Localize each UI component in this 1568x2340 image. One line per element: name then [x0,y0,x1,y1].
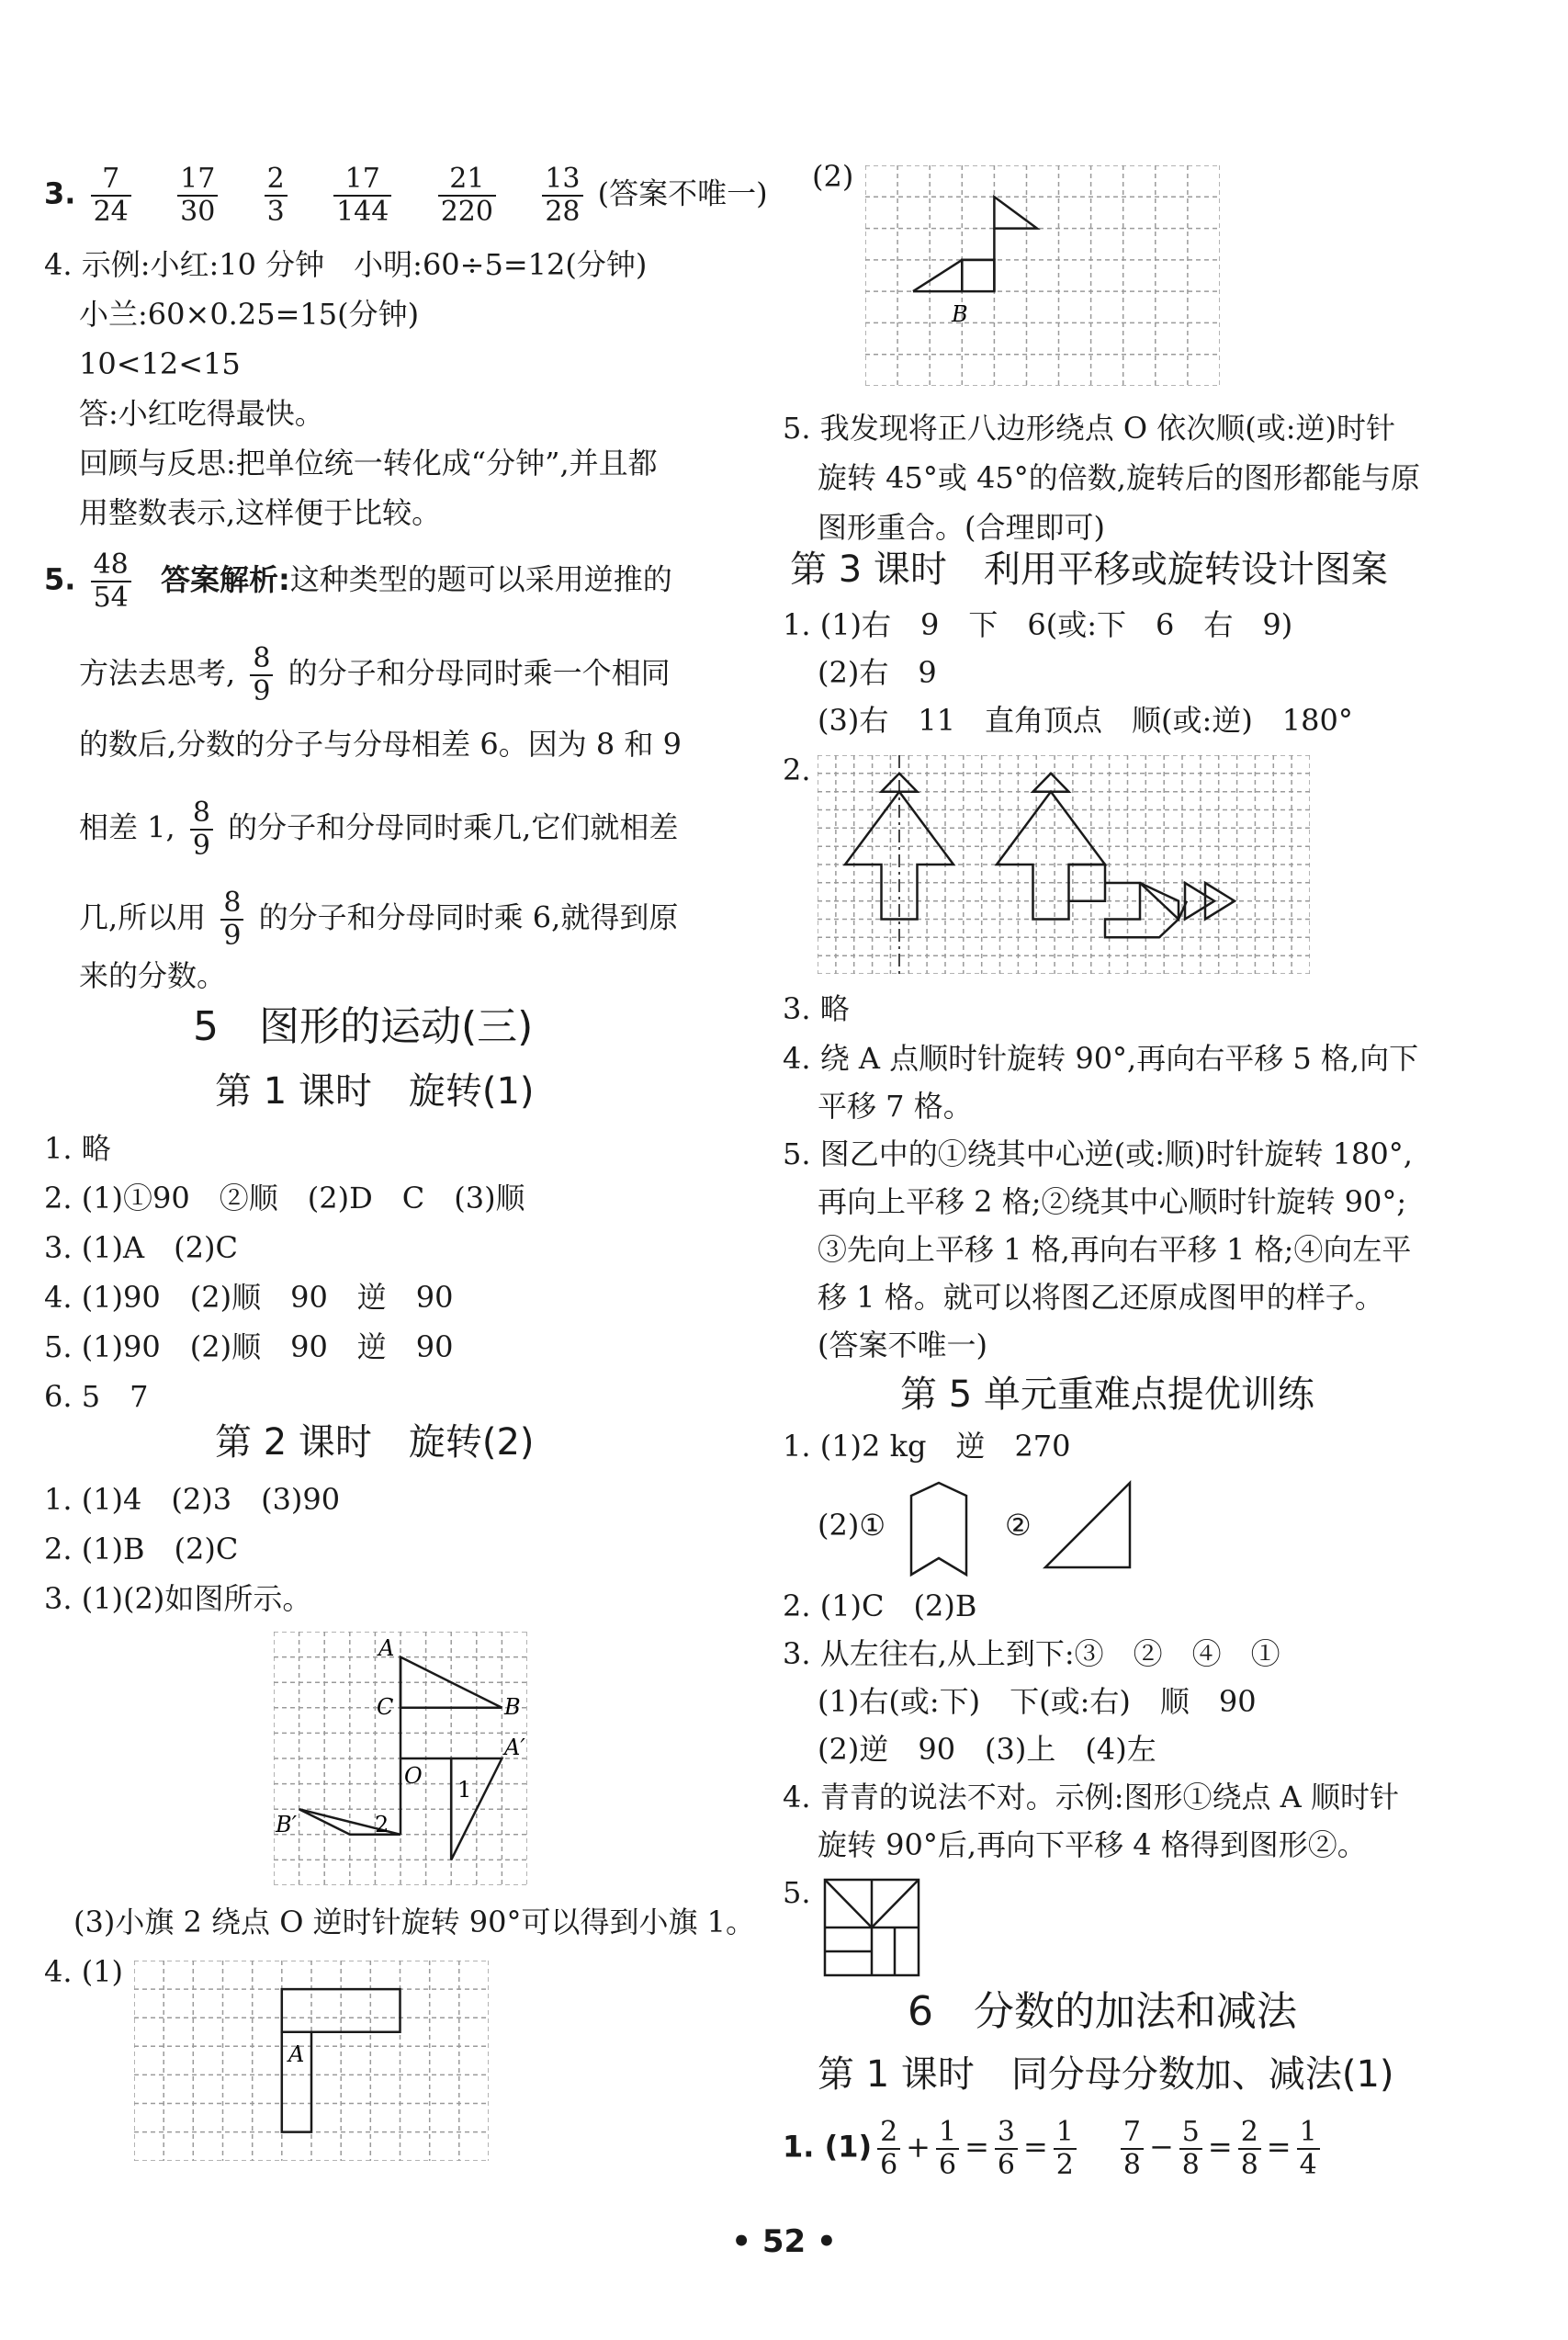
lesson-title: 第 1 课时 同分母分数加、减法(1) [818,2053,1394,2096]
answer-line: 4. (1)90 (2)顺 90 逆 90 [44,1280,454,1315]
answer-label: (2) [812,159,854,194]
answer-line: 2. [783,752,811,787]
lesson-title: 第 3 课时 利用平移或旋转设计图案 [790,548,1388,591]
fraction: $\frac{48}{54}$ [91,549,131,614]
analysis-text: 这种类型的题可以采用逆推的 [289,561,672,597]
analysis-line: 相差 1, $\frac{8}{9}$ 的分子和分母同时乘几,它们就相差 [79,797,679,862]
analysis-line: 方法去思考, $\frac{8}{9}$ 的分子和分母同时乘一个相同 [79,642,671,707]
answer-line: ③先向上平移 1 格,再向右平移 1 格;④向左平 [818,1232,1412,1267]
answer-line: 2. (1)①90 ②顺 (2)D C (3)顺 [44,1181,525,1215]
analysis-line: 的数后,分数的分子与分母相差 6。因为 8 和 9 [79,727,682,762]
fraction: $\frac{2}{3}$ [265,164,288,228]
answer-line: 移 1 格。就可以将图乙还原成图甲的样子。 [818,1280,1384,1315]
q4-line: 小兰:60×0.25=15(分钟) [79,297,420,332]
fraction: $\frac{7}{24}$ [91,164,131,228]
q4-line: 答:小红吃得最快。 [79,396,324,431]
rotation-flag-figure [274,1632,527,1885]
translation-figure-2 [865,165,1220,386]
answer-line: (2)① [818,1508,886,1543]
label-O: O [404,1763,423,1789]
lesson-title: 第 2 课时 旋转(2) [215,1421,535,1464]
answer-line: 6. 5 7 [44,1379,149,1414]
answer-line: 1. 略 [44,1131,111,1166]
label-B: B [952,301,968,327]
unit-title: 6 分数的加法和减法 [908,1988,1297,2035]
analysis-line: 来的分数。 [79,958,227,993]
fraction-equation-line: 1. (1) $\frac{2}{6}$ + $\frac{1}{6}$ = $\frac{3}{6}$ = $\frac{1}{2}$ $\frac{7}{8}$ − $\frac{5}{8}$ = $\frac{2}{8}$ = $\frac{1}{4}$ [783,2117,1325,2181]
right-triangle-shape [1040,1477,1141,1573]
answer-line: 3. (1)A (2)C [44,1230,238,1265]
answer-line: 5. 我发现将正八边形绕点 O 依次顺(或:逆)时针 [783,411,1396,446]
answer-line: 1. (1)2 kg 逆 270 [783,1429,1071,1464]
answer-line: (2)右 9 [818,655,937,690]
label-A: A [378,1635,395,1661]
answer-line: 1. (1)右 9 下 6(或:下 6 右 9) [783,607,1293,642]
answer-line: 4. 绕 A 点顺时针旋转 90°,再向右平移 5 格,向下 [783,1041,1419,1076]
square-pattern-figure [823,1878,920,1977]
unit-title: 5 图形的运动(三) [193,1003,534,1050]
unit-review-title: 第 5 单元重难点提优训练 [900,1373,1314,1416]
note: (答案不唯一) [597,175,768,211]
page-number: • 52 • [731,2223,837,2260]
q3-answer [44,164,768,228]
label-B-prime: B′ [276,1812,298,1837]
answer-line: 旋转 45°或 45°的倍数,旋转后的图形都能与原 [818,460,1420,495]
answer-line: 4. (1) [44,1954,124,1989]
fraction: $\frac{21}{220}$ [438,164,496,228]
translation-figure-1 [134,1961,489,2161]
answer-line: 5. (1)90 (2)顺 90 逆 90 [44,1329,454,1364]
label-B: B [504,1694,521,1720]
pentagon-shape [898,1479,979,1578]
fraction: $\frac{17}{144}$ [333,164,391,228]
label-C: C [377,1694,394,1720]
answer-line: 5. [783,1875,811,1910]
lesson-title: 第 1 课时 旋转(1) [215,1070,535,1113]
q4-line: 10<12<15 [79,346,241,381]
answer-line: 5. 图乙中的①绕其中心逆(或:顺)时针旋转 180°, [783,1136,1413,1171]
analysis-heading: 答案解析: [160,561,290,597]
q4-line: 4. 示例:小红:10 分钟 小明:60÷5=12(分钟) [44,247,648,282]
question-number: 3. [44,175,76,211]
label-flag-2: 2 [375,1812,389,1837]
answer-line: (答案不唯一) [818,1328,987,1362]
answer-line: ② [1005,1508,1032,1543]
answer-line: (1)右(或:下) 下(或:右) 顺 90 [818,1684,1257,1719]
answer-line: 3. 从左往右,从上到下:③ ② ④ ① [783,1636,1280,1671]
analysis-line: 几,所以用 $\frac{8}{9}$ 的分子和分母同时乘 6,就得到原 [79,887,679,952]
answer-line: 再向上平移 2 格;②绕其中心顺时针旋转 90°; [818,1184,1407,1219]
label-flag-1: 1 [457,1777,472,1803]
label-A-prime: A′ [504,1735,525,1760]
answer-line: 2. (1)C (2)B [783,1588,977,1623]
answer-line: 平移 7 格。 [818,1089,973,1124]
answer-line: 旋转 90°后,再向下平移 4 格得到图形②。 [818,1827,1367,1862]
question-number: 1. (1) [783,2129,873,2165]
q4-line: 用整数表示,这样便于比较。 [79,495,442,530]
answer-line: (2)逆 90 (3)上 (4)左 [818,1732,1156,1767]
answer-line: 2. (1)B (2)C [44,1532,239,1566]
q4-line: 回顾与反思:把单位统一转化成“分钟”,并且都 [79,446,658,480]
design-pattern-figure [818,755,1310,974]
answer-line: 图形重合。(合理即可) [818,510,1105,545]
label-A: A [288,2041,305,2067]
answer-line: 4. 青青的说法不对。示例:图形①绕点 A 顺时针 [783,1780,1399,1814]
answer-line: 1. (1)4 (2)3 (3)90 [44,1482,341,1517]
fraction: $\frac{13}{28}$ [542,164,582,228]
answer-line: 3. 略 [783,991,850,1026]
answer-line: (3)右 11 直角顶点 顺(或:逆) 180° [818,703,1353,738]
question-number: 5. [44,561,76,597]
answer-line: (3)小旗 2 绕点 O 逆时针旋转 90°可以得到小旗 1。 [73,1905,756,1939]
answer-line: 3. (1)(2)如图所示。 [44,1581,312,1616]
q5-answer [44,549,672,614]
fraction: $\frac{17}{30}$ [177,164,218,228]
